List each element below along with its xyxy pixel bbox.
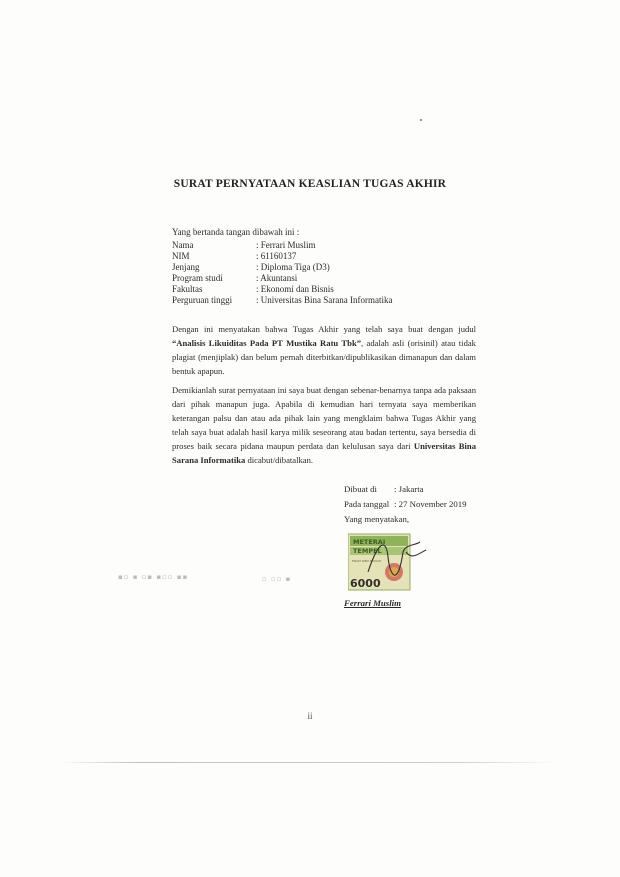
- field-label: Fakultas: [172, 284, 203, 295]
- signature-block: [344, 482, 467, 527]
- field-value: : Diploma Tiga (D3): [256, 262, 330, 273]
- paragraph-text: , adalah asli (orisinil) atau tidak plagiat (menjiplak) dan belum pernah diterbitkan/dipublikasikan dimanapun dan dalam bentuk apapun.: [172, 338, 476, 376]
- place-row: [344, 482, 467, 497]
- field-label: NIM: [172, 251, 190, 262]
- paragraph-text: dicabut/dibatalkan.: [245, 455, 314, 465]
- revenue-stamp-with-signature: [348, 532, 428, 592]
- field-label: Nama: [172, 240, 194, 250]
- place-label: Dibuat di: [344, 484, 377, 494]
- paragraph-text: Demikianlah surat pernyataan ini saya buat dengan sebenar-benarnya tanpa ada paksaan dari pihak manapun juga. Apabila di kemudian hari ternyata saya memberikan keterangan palsu dan atau ada pihak lain yang mengklaim bahwa Tugas Akhir yang telah saya buat adalah hasil karya milik seseorang atau badan tertentu, saya bersedia di proses baik secara pidana maupun perdata dan kelulusan saya dari: [172, 385, 476, 451]
- page-number: ii: [307, 711, 313, 721]
- field-value: : Akuntansi: [256, 273, 298, 284]
- paragraph-text: Dengan ini menyatakan bahwa Tugas Akhir yang telah saya buat dengan judul: [172, 324, 476, 334]
- field-label: Perguruan tinggi: [172, 295, 233, 306]
- field-row-program: [172, 273, 392, 284]
- place-value: : Jakarta: [394, 484, 424, 494]
- thesis-title: “Analisis Likuiditas Pada PT Mustika Ratu Tbk”: [172, 338, 362, 348]
- stamp-small-text: ENAM RIBU RUPIAH: [352, 559, 382, 563]
- stamp-text-1: METERAI: [353, 538, 386, 546]
- intro-text: Yang bertanda tangan dibawah ini :: [172, 227, 300, 237]
- field-row-university: [172, 295, 392, 306]
- field-row-faculty: [172, 284, 392, 295]
- stamp-value-text: 6000: [350, 577, 381, 590]
- declaration-paragraph: [172, 383, 476, 467]
- field-value: : 61160137: [256, 251, 297, 262]
- document-title: SURAT PERNYATAAN KEASLIAN TUGAS AKHIR: [173, 178, 447, 190]
- date-value: : 27 November 2019: [394, 499, 467, 509]
- university-name: Universitas Bina Sarana Informatika: [172, 441, 476, 465]
- identity-fields: [172, 240, 392, 307]
- field-label: Jenjang: [172, 262, 200, 273]
- stamp-text-2: TEMPEL: [353, 547, 382, 555]
- field-label: Program studi: [172, 273, 223, 284]
- scan-smudge: ▪▫ ▪ ▫▪ ▪▫▫ ▪▪: [118, 573, 189, 581]
- closing-text: Yang menyatakan,: [344, 514, 410, 524]
- field-value: : Universitas Bina Sarana Informatika: [256, 295, 393, 306]
- scan-speck: [420, 119, 422, 121]
- field-value: : Ferrari Muslim: [256, 240, 316, 250]
- scan-edge-line: [60, 762, 560, 763]
- date-row: [344, 497, 467, 512]
- field-row-level: [172, 262, 392, 273]
- field-row-nim: [172, 251, 392, 262]
- statement-paragraph: [172, 322, 476, 378]
- field-row-name: [172, 240, 392, 251]
- signatory-name: Ferrari Muslim: [344, 598, 401, 608]
- field-value: : Ekonomi dan Bisnis: [256, 284, 334, 295]
- scan-smudge: ▫ ▫▫ ▪: [262, 575, 292, 583]
- date-label: Pada tanggal: [344, 499, 390, 509]
